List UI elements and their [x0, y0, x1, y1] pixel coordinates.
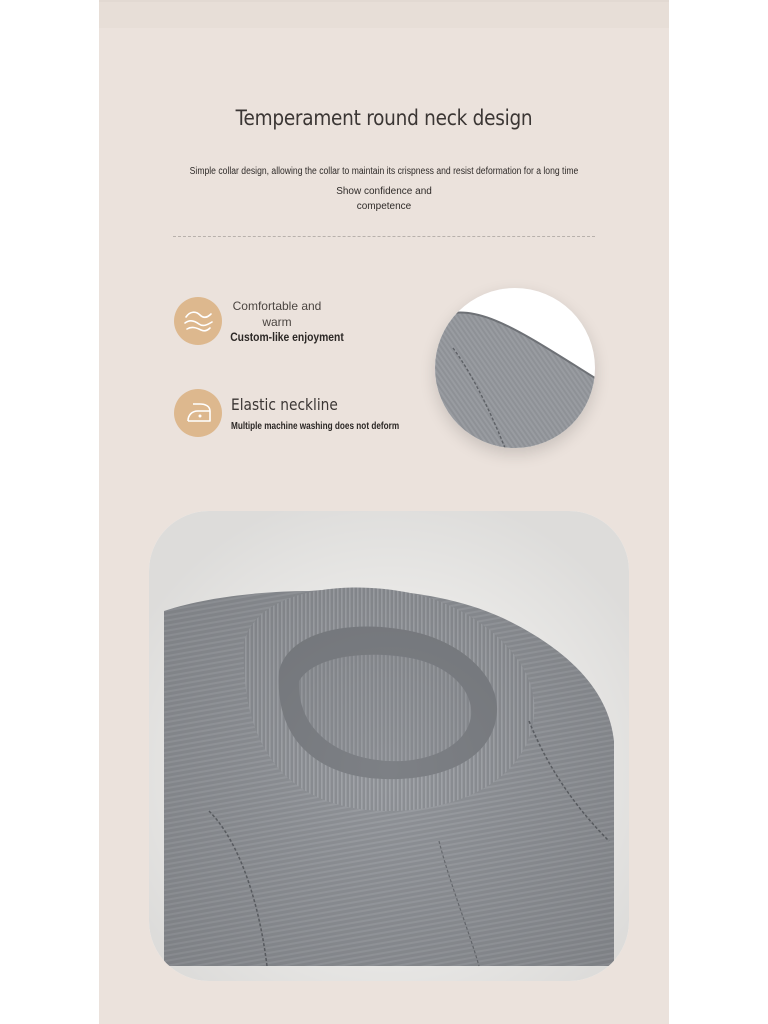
feature-1-title: [219, 298, 335, 330]
tagline-line-1: Show confidence and: [336, 186, 432, 197]
page-subtitle: Simple collar design, allowing the collar to maintain its crispness and resist deformation for a long time: [189, 166, 579, 177]
dashed-divider: [173, 236, 595, 237]
feature-1-title-line-1: Comfortable and: [232, 299, 322, 313]
product-detail-panel: [99, 0, 669, 1024]
page-title: Temperament round neck design: [235, 106, 533, 130]
seam-detail-image: [435, 288, 595, 448]
tagline-line-2: competence: [356, 201, 412, 212]
fabric-wave-icon: [174, 297, 222, 345]
iron-icon: [174, 389, 222, 437]
collar-photo: [149, 511, 629, 981]
feature-1-label: Custom-like enjoyment: [230, 330, 344, 344]
feature-2-label: Multiple machine washing does not deform: [231, 421, 400, 432]
feature-2-title: Elastic neckline: [231, 395, 338, 414]
top-band: [99, 0, 669, 28]
feature-1-title-line-2: warm: [262, 315, 292, 329]
tagline: [99, 184, 669, 214]
